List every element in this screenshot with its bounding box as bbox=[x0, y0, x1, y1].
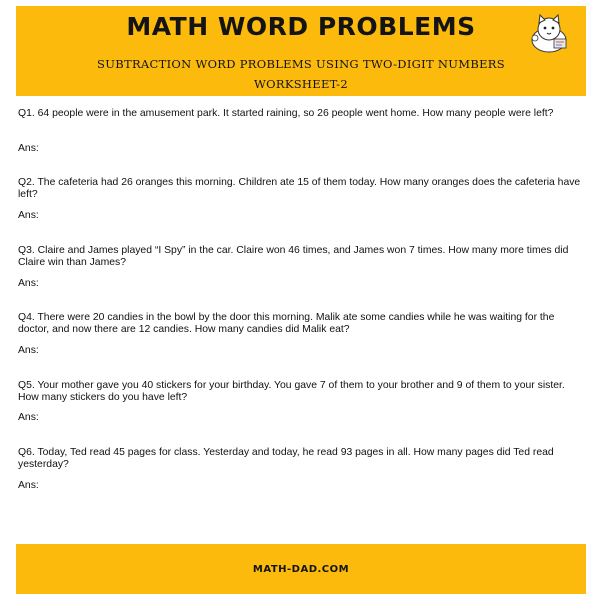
answer-label-2: Ans: bbox=[18, 210, 39, 221]
question-2: Q2. The cafeteria had 26 oranges this morning. Children ate 15 of them today. How many oranges does the cafeteria have left? bbox=[18, 177, 581, 200]
cat-mascot-icon bbox=[524, 12, 574, 54]
answer-label-6: Ans: bbox=[18, 480, 39, 491]
subtitle-line-1: SUBTRACTION WORD PROBLEMS USING TWO-DIGIT NUMBERS bbox=[97, 57, 505, 71]
worksheet-subtitle bbox=[16, 54, 586, 94]
answer-label-4: Ans: bbox=[18, 345, 39, 356]
subtitle-line-2: WORKSHEET-2 bbox=[254, 77, 348, 91]
answer-label-3: Ans: bbox=[18, 278, 39, 289]
question-3: Q3. Claire and James played “I Spy” in the car. Claire won 46 times, and James won 7 times. How many more times did Claire win than James? bbox=[18, 245, 569, 268]
question-6: Q6. Today, Ted read 45 pages for class. Yesterday and today, he read 93 pages in all. How many pages did Ted read yesterday? bbox=[18, 447, 554, 470]
question-4: Q4. There were 20 candies in the bowl by the door this morning. Malik ate some candies while he was waiting for the doctor, and now there are 12 candies. How many candies did Malik eat? bbox=[18, 312, 555, 335]
question-5: Q5. Your mother gave you 40 stickers for your birthday. You gave 7 of them to your brother and 9 of them to your sister. How many stickers do you have left? bbox=[18, 380, 565, 403]
header-banner bbox=[16, 6, 586, 96]
question-1: Q1. 64 people were in the amusement park. It started raining, so 26 people went home. How many people were left? bbox=[18, 108, 554, 119]
answer-label-1: Ans: bbox=[18, 143, 39, 154]
page-title: MATH WORD PROBLEMS bbox=[126, 12, 476, 41]
answer-label-5: Ans: bbox=[18, 412, 39, 423]
footer-banner bbox=[16, 544, 586, 594]
site-url: MATH-DAD.COM bbox=[252, 563, 350, 575]
